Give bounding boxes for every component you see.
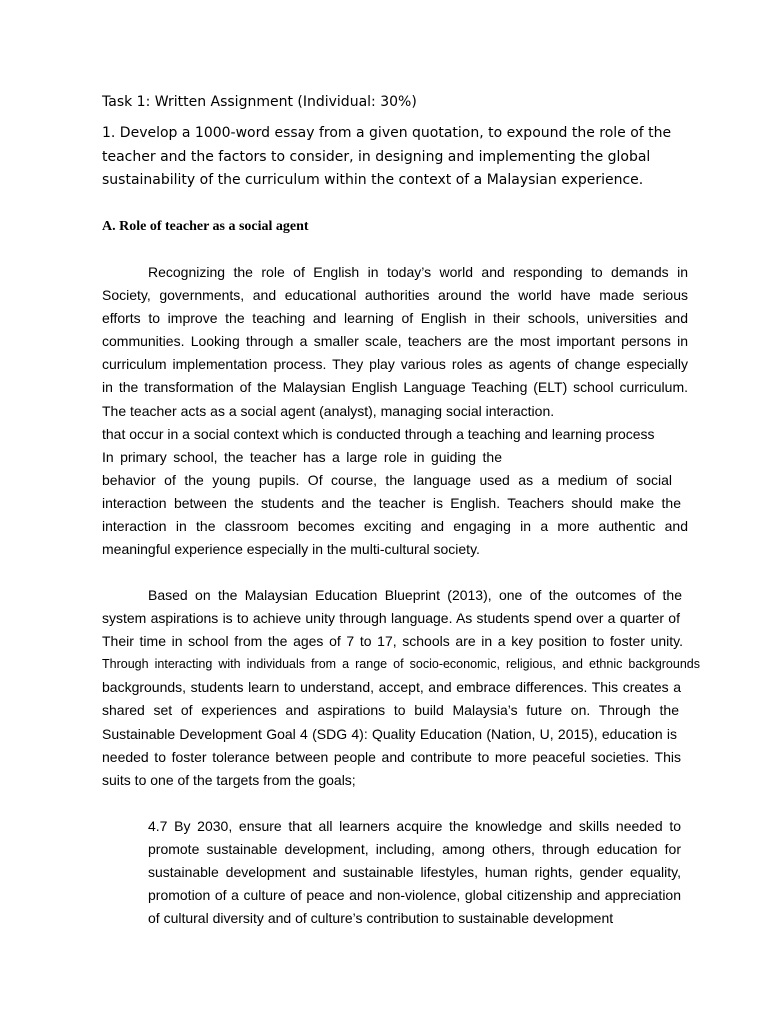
paragraph-line: interaction in the classroom becomes exciting and engaging in a more authentic and xyxy=(102,518,688,535)
paragraph-line: efforts to improve the teaching and learning of English in their schools, universities and xyxy=(102,310,688,327)
paragraph-line: needed to foster tolerance between people and contribute to more peaceful societies. This xyxy=(102,748,681,765)
quote-line: 4.7 By 2030, ensure that all learners acquire the knowledge and skills needed to xyxy=(148,818,681,834)
task-title: Task 1: Written Assignment (Individual: 30%) xyxy=(102,94,417,110)
paragraph-line: backgrounds, students learn to understand, accept, and embrace differences. This creates a xyxy=(102,679,681,696)
paragraph-line: that occur in a social context which is conducted through a teaching and learning process xyxy=(102,425,655,442)
paragraph-line: in the transformation of the Malaysian English Language Teaching (ELT) school curriculum. xyxy=(102,379,688,396)
paragraph-line: The teacher acts as a social agent (analyst), managing social interaction. xyxy=(102,402,555,419)
section-heading: A. Role of teacher as a social agent xyxy=(102,219,309,234)
paragraph-line: curriculum implementation process. They play various roles as agents of change especially xyxy=(102,356,688,373)
sdg-target-quote xyxy=(148,815,681,930)
paragraph-line: communities. Looking through a smaller scale, teachers are the most important persons in xyxy=(102,333,688,350)
paragraph-line: Recognizing the role of English in today’s world and responding to demands in xyxy=(148,264,688,280)
paragraph-line: suits to one of the targets from the goals; xyxy=(102,771,356,788)
quote-line: sustainable development and sustainable lifestyles, human rights, gender equality, xyxy=(148,864,681,881)
question-line: teacher and the factors to consider, in designing and implementing the global xyxy=(102,148,651,165)
paragraph-line: Sustainable Development Goal 4 (SDG 4): Quality Education (Nation, U, 2015), education is xyxy=(102,725,677,742)
paragraph-line: Society, governments, and educational authorities around the world have made serious xyxy=(102,287,688,304)
quote-line: promotion of a culture of peace and non-violence, global citizenship and appreciation xyxy=(148,887,681,904)
question-text xyxy=(102,122,702,193)
paragraph-line: system aspirations is to achieve unity through language. As students spend over a quarter of xyxy=(102,610,680,627)
quote-line: promote sustainable development, including, among others, through education for xyxy=(148,841,681,858)
paragraph-line: Based on the Malaysian Education Blueprint (2013), one of the outcomes of the xyxy=(148,587,682,603)
paragraph-1 xyxy=(102,261,688,561)
paragraph-2 xyxy=(102,584,700,792)
paragraph-line: shared set of experiences and aspirations to build Malaysia’s future on. Through the xyxy=(102,702,679,719)
paragraph-line: Through interacting with individuals from a range of socio-economic, religious, and ethnic backgrounds xyxy=(102,657,700,672)
paragraph-line: interaction between the students and the teacher is English. Teachers should make the xyxy=(102,494,681,511)
quote-line: of cultural diversity and of culture’s contribution to sustainable development xyxy=(148,910,614,927)
question-line: sustainability of the curriculum within the context of a Malaysian experience. xyxy=(102,172,644,188)
paragraph-line: In primary school, the teacher has a large role in guiding the xyxy=(102,448,502,465)
question-line: 1. Develop a 1000-word essay from a given quotation, to expound the role of the xyxy=(102,125,672,141)
paragraph-line: Their time in school from the ages of 7 to 17, schools are in a key position to foster unity. xyxy=(102,633,683,650)
paragraph-line: meaningful experience especially in the multi-cultural society. xyxy=(102,541,480,558)
paragraph-line: behavior of the young pupils. Of course, the language used as a medium of social xyxy=(102,471,672,488)
